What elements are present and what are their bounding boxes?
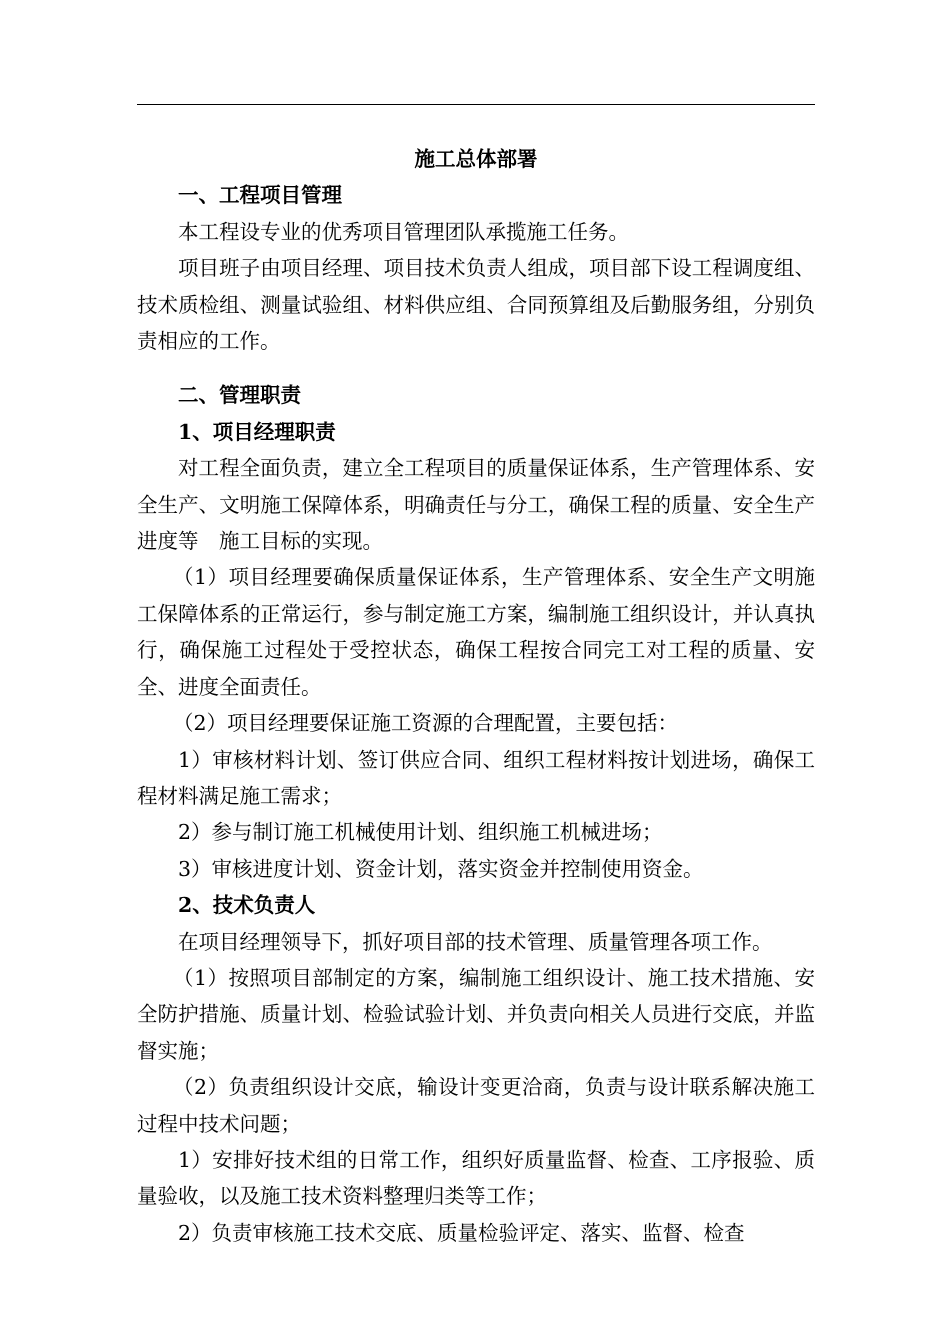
section-heading-1: 一、工程项目管理 bbox=[178, 183, 342, 208]
paragraph: 2）参与制订施工机械使用计划、组织施工机械进场； bbox=[178, 820, 663, 845]
paragraph: （1）项目经理要确保质量保证体系，生产管理体系、安全生产文明施工保障体系的正常运行，参与制定施工方案，编制施工组织设计，并认真执行，确保施工过程处于受控状态，确保工程按合同完工对工程的质量、安全、进度全面责任。 bbox=[137, 565, 815, 699]
paragraph: 2）负责审核施工技术交底、质量检验评定、落实、监督、检查 bbox=[178, 1220, 745, 1245]
paragraph: 对工程全面负责，建立全工程项目的质量保证体系，生产管理体系、安全生产、文明施工保障体系，明确责任与分工，确保工程的质量、安全生产进度等 施工目标的实现。 bbox=[137, 456, 815, 554]
paragraph: 本工程设专业的优秀项目管理团队承揽施工任务。 bbox=[178, 219, 629, 244]
spacer bbox=[137, 359, 815, 377]
document-body bbox=[137, 141, 815, 1251]
paragraph: （2）负责组织设计交底，输设计变更洽商，负责与设计联系解决施工过程中技术问题； bbox=[137, 1075, 815, 1136]
paragraph: 项目班子由项目经理、项目技术负责人组成，项目部下设工程调度组、技术质检组、测量试验组、材料供应组、合同预算组及后勤服务组，分别负责相应的工作。 bbox=[137, 256, 815, 354]
paragraph: （2）项目经理要保证施工资源的合理配置，主要包括： bbox=[173, 711, 679, 736]
paragraph: 3）审核进度计划、资金计划，落实资金并控制使用资金。 bbox=[178, 856, 704, 881]
document-title: 施工总体部署 bbox=[414, 147, 538, 171]
paragraph: （1）按照项目部制定的方案，编制施工组织设计、施工技术措施、安全防护措施、质量计划、检验试验计划、并负责向相关人员进行交底，并监督实施； bbox=[137, 965, 815, 1063]
subsection-heading-1: 1、项目经理职责 bbox=[178, 419, 336, 444]
paragraph: 在项目经理领导下，抓好项目部的技术管理、质量管理各项工作。 bbox=[178, 929, 773, 954]
paragraph: 1）安排好技术组的日常工作，组织好质量监督、检查、工序报验、质量验收，以及施工技术资料整理归类等工作； bbox=[137, 1147, 815, 1209]
header-rule bbox=[137, 104, 815, 105]
subsection-heading-2: 2、技术负责人 bbox=[178, 893, 316, 918]
paragraph: 1）审核材料计划、签订供应合同、组织工程材料按计划进场，确保工程材料满足施工需求； bbox=[137, 747, 815, 808]
section-heading-2: 二、管理职责 bbox=[178, 383, 301, 408]
